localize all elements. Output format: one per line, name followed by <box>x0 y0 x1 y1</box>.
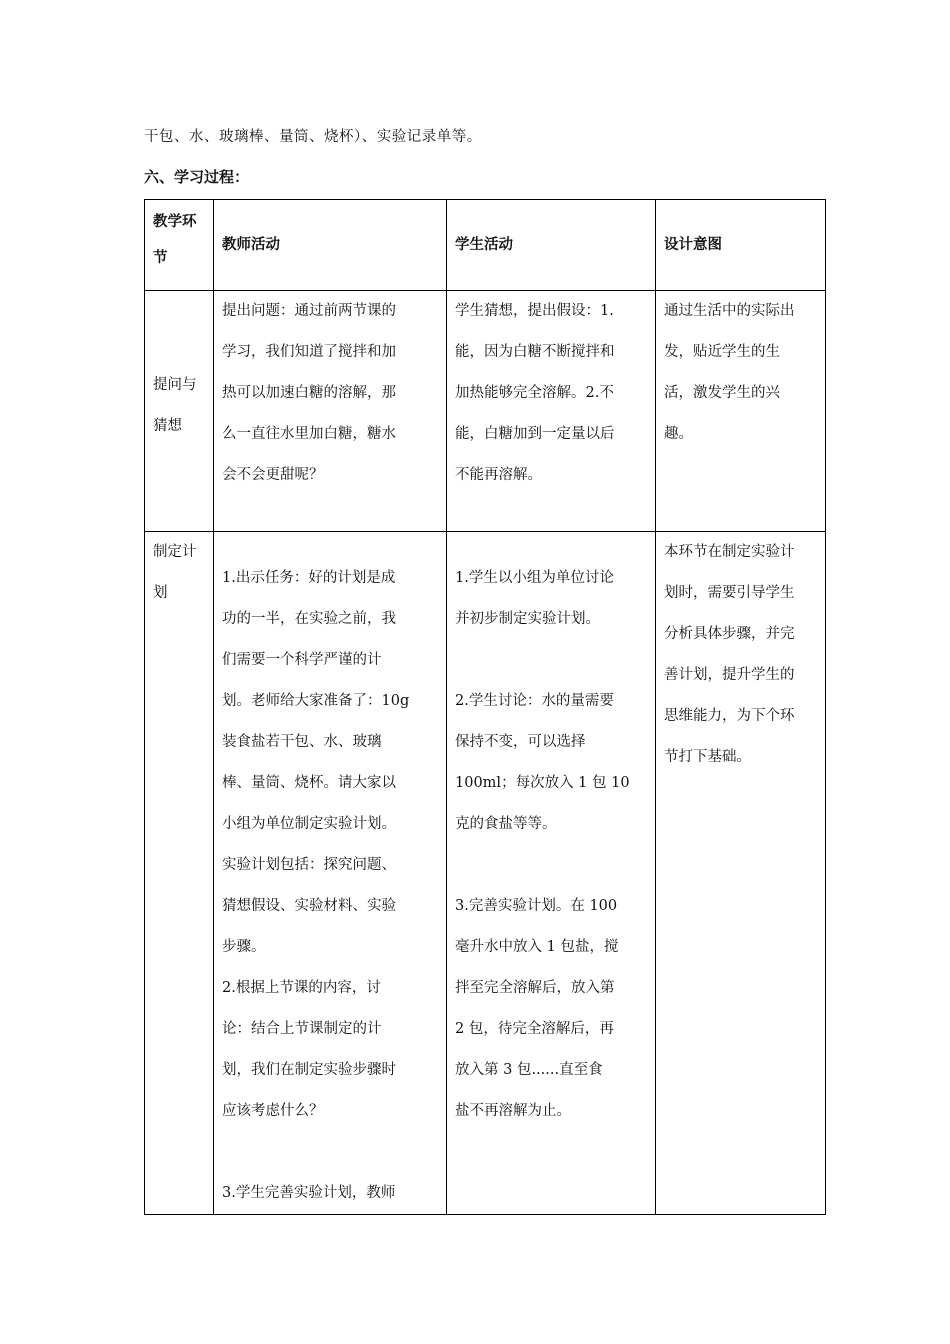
teacher-activity-cell: 提出问题：通过前两节课的 学习，我们知道了搅拌和加 热可以加速白糖的溶解，那 么一直往水里加白糖，糖水 会不会更甜呢？ <box>214 291 447 532</box>
header-stage: 教学环节 <box>145 200 214 291</box>
teacher-activity-cell: 1.出示任务：好的计划是成 功的一半，在实验之前，我 们需要一个科学严谨的计 划。老师给大家准备了：10g 装食盐若干包、水、玻璃 棒、量筒、烧杯。请大家以 小组为单位制定实验计划。 实验计划包括：探究问题、 猜想假设、实验材料、实验 步骤。 2.根据上节课的内容，讨 论：结合上节课制定的计 划，我们在制定实验步骤时 应该考虑什么？ 3.学生完善实验计划，教师 <box>214 532 447 1215</box>
header-student-activity: 学生活动 <box>447 200 656 291</box>
table-row <box>145 532 826 1215</box>
learning-process-table <box>144 199 826 1215</box>
header-teacher-activity: 教师活动 <box>214 200 447 291</box>
student-activity-cell: 1.学生以小组为单位讨论 并初步制定实验计划。 2.学生讨论：水的量需要 保持不变，可以选择 100ml；每次放入 1 包 10 克的食盐等等。 3.完善实验计划。在 100 毫升水中放入 1 包盐，搅 拌至完全溶解后，放入第 2 包，待完全溶解后，再 放入第 3 包......直至食 盐不再溶解为止。 <box>447 532 656 1215</box>
intro-text: 干包、水、玻璃棒、量筒、烧杯）、实验记录单等。 <box>144 129 482 145</box>
stage-cell: 提问与 猜想 <box>145 291 214 532</box>
table-header-row <box>145 200 826 291</box>
design-intent-cell: 本环节在制定实验计 划时，需要引导学生 分析具体步骤，并完 善计划，提升学生的 思维能力，为下个环 节打下基础。 <box>656 532 826 1215</box>
header-design-intent: 设计意图 <box>656 200 826 291</box>
stage-cell: 制定计 划 <box>145 532 214 1215</box>
student-activity-cell: 学生猜想，提出假设：1. 能，因为白糖不断搅拌和 加热能够完全溶解。2.不 能，白糖加到一定量以后 不能再溶解。 <box>447 291 656 532</box>
section-title: 六、学习过程： <box>144 168 250 186</box>
table-row <box>145 291 826 532</box>
design-intent-cell: 通过生活中的实际出 发，贴近学生的生 活，激发学生的兴 趣。 <box>656 291 826 532</box>
